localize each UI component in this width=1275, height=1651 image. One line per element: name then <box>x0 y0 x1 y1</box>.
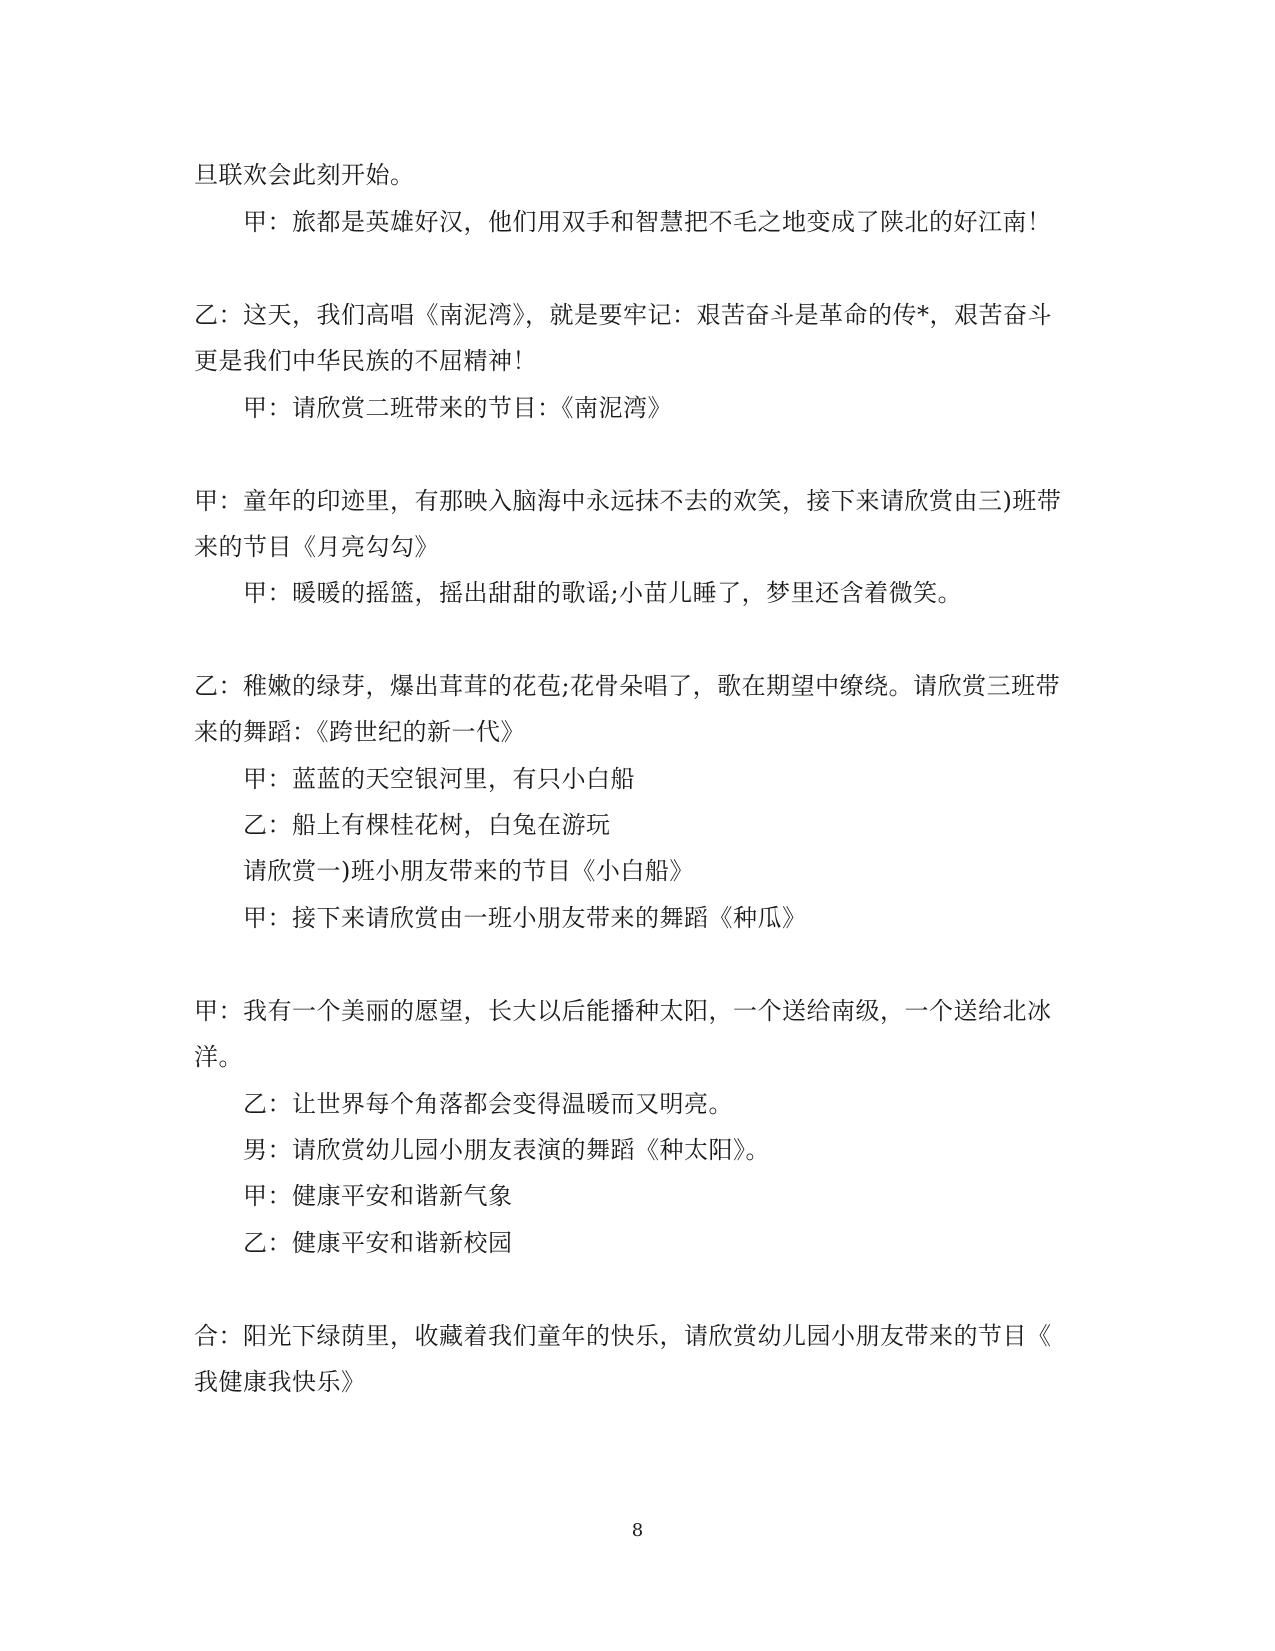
text-line: 甲：我有一个美丽的愿望，长大以后能播种太阳，一个送给南级，一个送给北冰 <box>194 997 1052 1025</box>
text-line: 甲：童年的印迹里，有那映入脑海中永远抹不去的欢笑，接下来请欣赏由三)班带 <box>194 487 1062 515</box>
text-line: 乙：健康平安和谐新校园 <box>243 1229 513 1257</box>
text-line: 乙：这天，我们高唱《南泥湾》，就是要牢记：艰苦奋斗是革命的传*，艰苦奋斗 <box>194 301 1052 329</box>
text-line: 来的节目《月亮勾勾》 <box>194 533 439 561</box>
text-line: 乙：稚嫩的绿芽，爆出茸茸的花苞;花骨朵唱了，歌在期望中缭绕。请欣赏三班带 <box>194 672 1061 700</box>
text-line: 来的舞蹈：《跨世纪的新一代》 <box>194 718 525 746</box>
text-line: 男：请欣赏幼儿园小朋友表演的舞蹈《种太阳》。 <box>243 1136 770 1164</box>
text-line: 甲：请欣赏二班带来的节目：《南泥湾》 <box>243 394 672 422</box>
text-line: 甲：暖暖的摇篮，摇出甜甜的歌谣;小苗儿睡了，梦里还含着微笑。 <box>243 579 963 607</box>
text-line: 甲：健康平安和谐新气象 <box>243 1182 513 1210</box>
text-line: 更是我们中华民族的不屈精神！ <box>194 347 537 375</box>
text-line: 甲：接下来请欣赏由一班小朋友带来的舞蹈《种瓜》 <box>243 904 807 932</box>
text-line: 旦联欢会此刻开始。 <box>194 161 415 189</box>
page-number: 8 <box>631 1520 644 1541</box>
text-line: 洋。 <box>194 1043 243 1071</box>
text-line: 乙：船上有棵桂花树，白兔在游玩 <box>243 811 611 839</box>
text-line: 我健康我快乐》 <box>194 1368 366 1396</box>
text-line: 乙：让世界每个角落都会变得温暖而又明亮。 <box>243 1090 733 1118</box>
text-line: 甲：蓝蓝的天空银河里，有只小白船 <box>243 765 635 793</box>
text-line: 请欣赏一)班小朋友带来的节目《小白船》 <box>243 857 694 885</box>
text-line: 合：阳光下绿荫里，收藏着我们童年的快乐，请欣赏幼儿园小朋友带来的节目《 <box>194 1322 1052 1350</box>
text-line: 甲：旅都是英雄好汉，他们用双手和智慧把不毛之地变成了陕北的好江南！ <box>243 208 1052 236</box>
